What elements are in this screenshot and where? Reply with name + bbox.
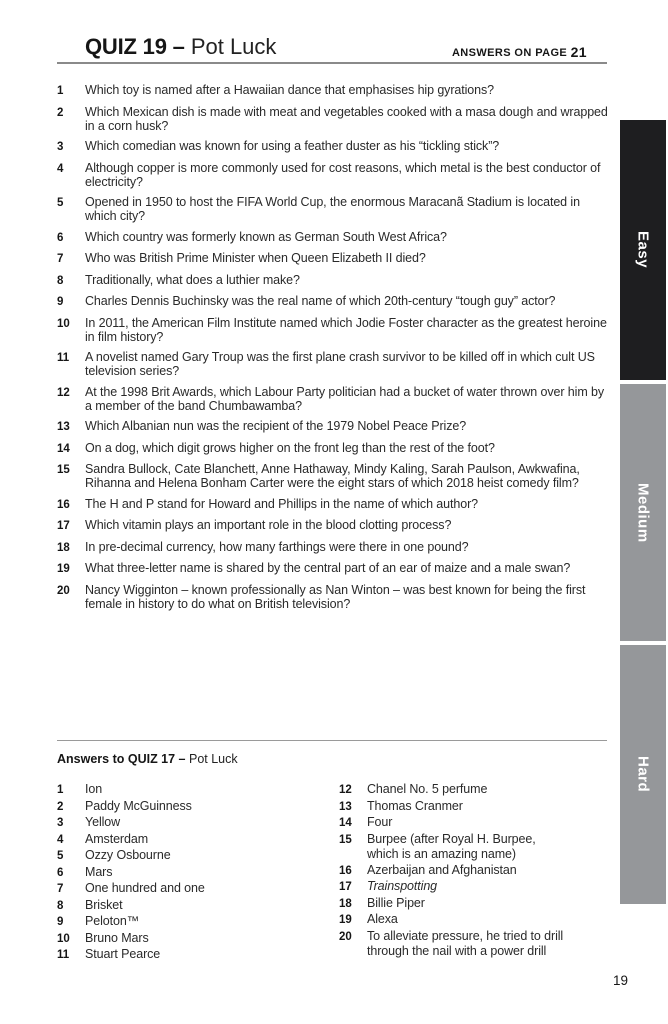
answers-column-right	[339, 782, 607, 960]
item-number: 8	[57, 899, 64, 912]
item-number: 13	[339, 800, 352, 813]
item-number: 10	[57, 932, 70, 945]
answers-ref-page-number: 21	[570, 44, 587, 60]
item-number: 15	[339, 833, 352, 846]
item-text: In 2011, the American Film Institute named which Jodie Foster character as the greatest heroine in film history?	[85, 315, 607, 344]
answers-ref-text: ANSWERS ON PAGE	[451, 47, 568, 59]
item-text: Billie Piper	[367, 895, 425, 910]
item-text: Which Mexican dish is made with meat and vegetables cooked with a masa dough and wrapped in a corn husk?	[85, 104, 608, 133]
item-number: 19	[57, 563, 70, 575]
question-row	[57, 385, 609, 413]
item-text: Chanel No. 5 perfume	[367, 782, 488, 796]
quiz-theme-label: Pot Luck	[190, 34, 277, 59]
item-text: Ozzy Osbourne	[85, 848, 171, 862]
difficulty-tab-easy	[620, 120, 666, 380]
answer-row	[57, 865, 329, 882]
question-row	[57, 441, 609, 456]
item-text: Which toy is named after a Hawaiian dance that emphasises hip gyrations?	[85, 83, 494, 97]
item-number: 7	[57, 253, 64, 265]
item-text: At the 1998 Brit Awards, which Labour Party politician had a bucket of water thrown over him by a member of the band Chumbawamba?	[85, 384, 605, 413]
item-text: On a dog, which digit grows higher on the front leg than the rest of the foot?	[85, 440, 495, 455]
difficulty-tab-label: Easy	[634, 231, 652, 269]
item-number: 19	[339, 914, 352, 926]
questions-list	[57, 83, 609, 617]
question-row	[57, 561, 609, 576]
question-row	[57, 139, 609, 154]
item-text: Stuart Pearce	[85, 947, 161, 961]
item-text: Sandra Bullock, Cate Blanchett, Anne Hathaway, Mindy Kaling, Sarah Paulson, Awkwafina, Rihanna and Helena Bonham Carter were the eight stars of which 2018 heist comedy film?	[85, 462, 580, 490]
question-row	[57, 583, 609, 611]
quiz-number-label: QUIZ 19 –	[85, 34, 185, 59]
item-text: Traditionally, what does a luthier make?	[85, 272, 300, 287]
answers-column-left	[57, 782, 329, 964]
item-number: 2	[57, 800, 64, 813]
item-number: 4	[57, 162, 64, 175]
item-text: Brisket	[85, 897, 123, 912]
item-text: Yellow	[85, 815, 121, 829]
answers-divider-rule	[57, 740, 607, 741]
answer-row	[57, 782, 329, 799]
item-text: Which country was formerly known as German South West Africa?	[85, 229, 447, 244]
item-text: Charles Dennis Buchinsky was the real name of which 20th-century “tough guy” actor?	[85, 294, 556, 308]
item-text: Who was British Prime Minister when Queen Elizabeth II died?	[85, 251, 426, 265]
item-text: Although copper is more commonly used for cost reasons, which metal is the best conductor of electricity?	[85, 160, 601, 189]
question-row	[57, 230, 609, 245]
header-divider-rule	[57, 62, 607, 64]
item-number: 16	[57, 498, 70, 511]
answer-row	[339, 832, 607, 863]
item-number: 16	[339, 864, 352, 877]
difficulty-tab-label: Hard	[634, 756, 652, 793]
item-text: Which Albanian nun was the recipient of the 1979 Nobel Peace Prize?	[85, 419, 467, 433]
item-number: 12	[57, 386, 70, 399]
item-text: What three-letter name is shared by the central part of an ear of maize and a male swan?	[85, 561, 571, 575]
item-number: 2	[57, 106, 64, 119]
answer-row	[57, 848, 329, 865]
answer-row	[57, 799, 329, 816]
answer-row	[57, 947, 329, 964]
item-number: 3	[57, 817, 64, 829]
item-text: Amsterdam	[85, 831, 149, 846]
item-number: 8	[57, 274, 64, 287]
answer-row	[339, 879, 607, 896]
answer-row	[339, 782, 607, 799]
answer-row	[339, 799, 607, 816]
item-text: Which vitamin plays an important role in the blood clotting process?	[85, 518, 452, 532]
item-text: Nancy Wigginton – known professionally as Nan Winton – was best known for being the first female in history to do what on British television?	[85, 582, 586, 611]
question-row	[57, 497, 609, 512]
answers-title-theme: Pot Luck	[189, 752, 238, 766]
answer-row	[57, 881, 329, 898]
question-row	[57, 518, 609, 533]
question-row	[57, 350, 609, 378]
answer-row	[339, 863, 607, 880]
question-row	[57, 161, 609, 189]
item-number: 4	[57, 833, 64, 846]
item-number: 17	[339, 881, 352, 893]
question-row	[57, 419, 609, 434]
answers-section-title	[57, 752, 238, 766]
item-text: Bruno Mars	[85, 930, 149, 945]
question-row	[57, 105, 609, 133]
question-row	[57, 316, 609, 344]
answer-row	[57, 914, 329, 931]
item-number: 5	[57, 197, 64, 209]
answer-row	[339, 896, 607, 913]
item-text: To alleviate pressure, he tried to drill through the nail with a power drill	[367, 928, 564, 958]
item-number: 9	[57, 916, 64, 928]
item-text: The H and P stand for Howard and Phillips in the name of which author?	[85, 496, 479, 511]
item-text: In pre-decimal currency, how many farthings were there in one pound?	[85, 539, 469, 554]
question-row	[57, 83, 609, 98]
item-number: 14	[57, 442, 70, 455]
question-row	[57, 540, 609, 555]
answer-row	[339, 815, 607, 832]
answers-columns	[57, 782, 609, 962]
question-row	[57, 251, 609, 266]
item-number: 18	[339, 897, 352, 910]
item-text: Which comedian was known for using a feather duster as his “tickling stick”?	[85, 139, 500, 153]
item-text: Four	[367, 815, 393, 829]
answer-row	[57, 898, 329, 915]
item-text: Opened in 1950 to host the FIFA World Cup, the enormous Maracanã Stadium is located in which city?	[85, 195, 580, 223]
item-number: 9	[57, 296, 64, 308]
answers-title-bold: Answers to QUIZ 17 –	[57, 752, 186, 766]
answers-page-reference	[452, 44, 587, 60]
difficulty-tab-label: Medium	[634, 482, 652, 543]
answer-row	[339, 912, 607, 929]
item-number: 3	[57, 141, 64, 153]
item-number: 13	[57, 421, 70, 433]
item-number: 1	[57, 784, 64, 796]
item-text: Azerbaijan and Afghanistan	[367, 862, 517, 877]
item-number: 18	[57, 541, 70, 554]
item-number: 12	[339, 784, 352, 796]
item-text: Paddy McGuinness	[85, 798, 192, 813]
item-text: Thomas Cranmer	[367, 798, 463, 813]
item-number: 7	[57, 883, 64, 895]
item-text: Alexa	[367, 912, 398, 926]
difficulty-tab-medium	[620, 384, 666, 641]
item-number: 20	[57, 584, 70, 597]
item-number: 15	[57, 464, 70, 476]
item-number: 5	[57, 850, 64, 862]
item-number: 6	[57, 231, 64, 244]
question-row	[57, 273, 609, 288]
item-number: 6	[57, 866, 64, 879]
item-text: Peloton™	[85, 914, 140, 928]
item-number: 17	[57, 520, 70, 532]
answer-row	[339, 929, 607, 960]
item-number: 14	[339, 817, 352, 829]
question-row	[57, 462, 609, 490]
item-text: Trainspotting	[367, 879, 438, 893]
item-number: 1	[57, 85, 64, 97]
item-number: 10	[57, 317, 70, 330]
item-text: A novelist named Gary Troup was the first plane crash survivor to be killed off in which cult US television series?	[85, 350, 595, 378]
item-text: One hundred and one	[85, 881, 205, 895]
item-text: Mars	[85, 864, 113, 879]
question-row	[57, 294, 609, 309]
question-row	[57, 195, 609, 223]
item-number: 11	[57, 352, 70, 364]
item-number: 20	[339, 930, 352, 943]
item-number: 11	[57, 949, 70, 961]
item-text: Ion	[85, 782, 103, 796]
answer-row	[57, 832, 329, 849]
page-title	[85, 34, 276, 60]
item-text: Burpee (after Royal H. Burpee, which is an amazing name)	[367, 831, 536, 861]
page-number: 19	[612, 973, 628, 988]
difficulty-tab-hard	[620, 645, 666, 904]
answer-row	[57, 931, 329, 948]
answer-row	[57, 815, 329, 832]
